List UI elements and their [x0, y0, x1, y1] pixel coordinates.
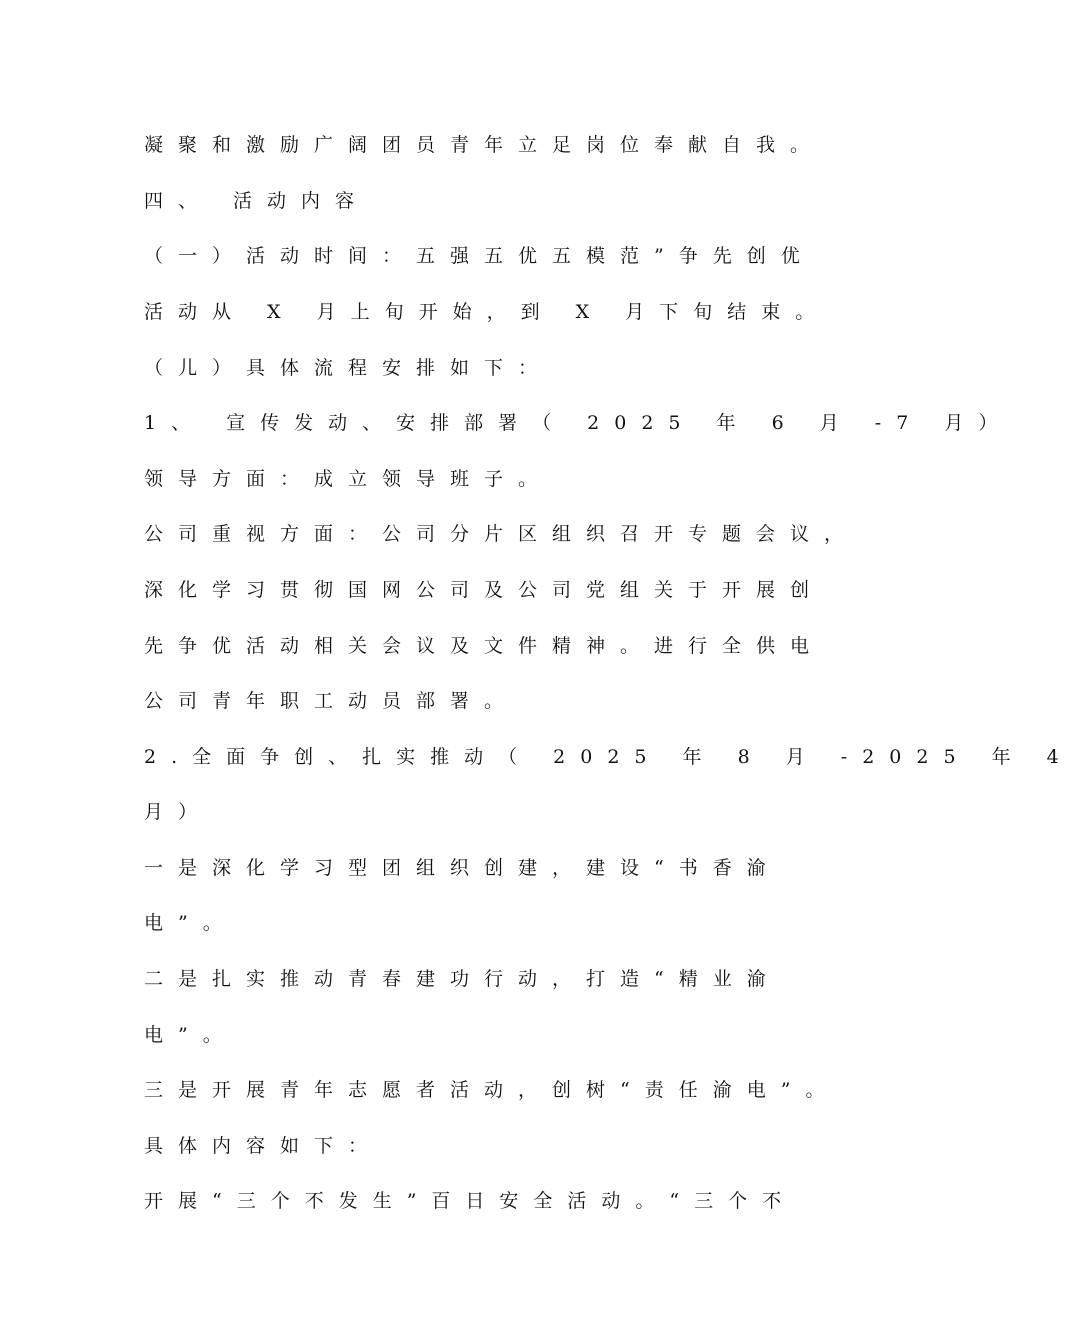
text-line: 深化学习贯彻国网公司及公司党组关于开展创 — [144, 579, 825, 601]
text-line: 具体内容如下： — [144, 1135, 383, 1157]
text-line: 开展“三个不发生”百日安全活动。“三个不 — [144, 1190, 797, 1212]
text-line: 二是扎实推动青春建功行动，打造“精业渝 — [144, 968, 781, 990]
text-line: 电”。 — [144, 912, 237, 934]
text-line: 月） — [144, 801, 213, 823]
section-heading: 四、 活动内容 — [144, 190, 370, 212]
text-line: （儿）具体流程安排如下： — [144, 357, 553, 379]
text-line: 三是开展青年志愿者活动，创树“责任渝电”。 — [144, 1079, 840, 1101]
text-line: 公司重视方面：公司分片区组织召开专题会议， — [144, 523, 859, 545]
text-line: 凝聚和激励广阔团员青年立足岗位奉献自我。 — [144, 134, 825, 156]
text-line: 2.全面争创、扎实推动（ 2025 年 8 月 -2025 年 4 — [144, 746, 1074, 768]
text-line: 公司青年职工动员部署。 — [144, 690, 519, 712]
text-line: （一）活动时间：五强五优五模范”争先创优 — [144, 245, 815, 267]
text-line: 1、 宣传发动、安排部署（ 2025 年 6 月 -7 月） — [144, 412, 1013, 434]
text-line: 领导方面：成立领导班子。 — [144, 468, 553, 490]
text-line: 电”。 — [144, 1024, 237, 1046]
text-line: 先争优活动相关会议及文件精神。进行全供电 — [144, 635, 825, 657]
text-line: 活动从 X 月上旬开始，到 X 月下旬结束。 — [144, 301, 830, 323]
text-line: 一是深化学习型团组织创建，建设“书香渝 — [144, 857, 781, 879]
